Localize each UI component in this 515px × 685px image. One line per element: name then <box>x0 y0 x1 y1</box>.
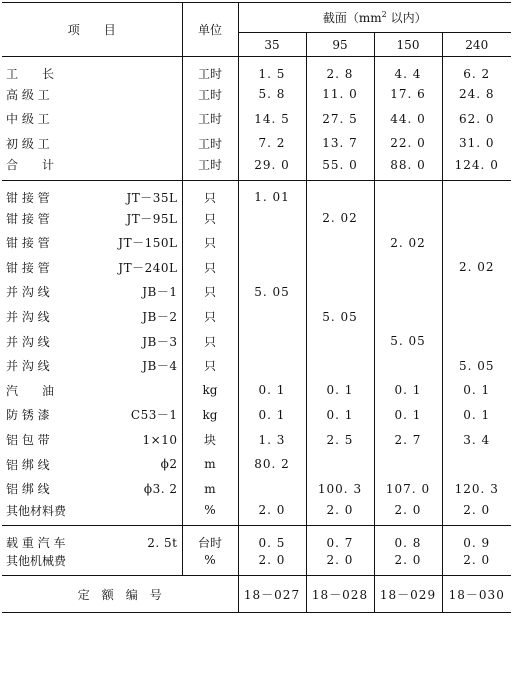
value-cell <box>442 206 511 231</box>
value-cell: 2. 0 <box>238 501 306 526</box>
item-name: 钳 接 管 <box>6 260 50 275</box>
value-cell <box>374 206 442 231</box>
item-name: 防 锈 漆 <box>6 408 50 423</box>
value-cell <box>306 255 374 280</box>
value-cell: 2. 0 <box>238 551 306 576</box>
size-150: 150 <box>374 33 442 57</box>
value-cell: 0. 1 <box>374 378 442 403</box>
value-cell: 2. 0 <box>374 501 442 526</box>
value-cell: 55. 0 <box>306 156 374 181</box>
value-cell: 6. 2 <box>463 66 491 81</box>
footer-code: 18－028 <box>306 576 374 613</box>
item-spec: 2. 5t <box>147 535 178 550</box>
value-cell: 14. 5 <box>238 107 306 132</box>
item-name: 钳 接 管 <box>6 236 50 251</box>
value-cell: 62. 0 <box>458 111 495 126</box>
value-cell: 7. 2 <box>238 131 306 156</box>
value-cell: 0. 1 <box>238 403 306 428</box>
value-cell: 2. 02 <box>374 230 442 255</box>
header-unit <box>182 3 238 57</box>
table-row <box>2 427 511 452</box>
unit-cell: kg <box>182 378 238 403</box>
table-row <box>2 206 511 231</box>
value-cell: 29. 0 <box>238 156 306 181</box>
value-cell: 2. 5 <box>306 427 374 452</box>
table-row <box>2 329 511 354</box>
value-cell <box>238 230 306 255</box>
value-cell: 1. 3 <box>238 427 306 452</box>
item-cell <box>2 255 182 280</box>
value-cell: 2. 02 <box>306 206 374 231</box>
unit-cell: 工时 <box>182 131 238 156</box>
value-cell: 80. 2 <box>238 452 306 477</box>
value-cell: 2. 0 <box>374 551 442 576</box>
value-cell: 13. 7 <box>306 131 374 156</box>
value-cell <box>306 180 374 206</box>
footer-code: 18－027 <box>238 576 306 613</box>
value-cell: 2. 0 <box>306 501 374 526</box>
value-cell <box>238 476 306 501</box>
table-row <box>2 452 511 477</box>
table-row <box>2 280 511 305</box>
unit-cell: 只 <box>182 230 238 255</box>
item-name: 并 沟 线 <box>6 285 50 300</box>
item-cell <box>2 353 182 378</box>
unit-cell: 块 <box>182 427 238 452</box>
item-cell <box>2 378 182 403</box>
item-cell <box>2 206 182 231</box>
table-row <box>2 526 511 552</box>
table-body <box>2 57 511 576</box>
table-row <box>2 378 511 403</box>
unit-cell: 台时 <box>182 526 238 552</box>
table-row <box>2 131 511 156</box>
unit-cell: 工时 <box>182 107 238 132</box>
value-cell: 44. 0 <box>374 107 442 132</box>
value-cell <box>442 180 511 206</box>
value-cell <box>374 353 442 378</box>
item-name: 并 沟 线 <box>6 359 50 374</box>
item-name: 高 级 工 <box>6 87 50 102</box>
value-cell <box>306 329 374 354</box>
header-unit-label: 单位 <box>197 23 222 37</box>
value-cell: 1. 01 <box>238 180 306 206</box>
value-cell: 5. 8 <box>238 82 306 107</box>
item-name: 铝 绑 线 <box>6 457 50 472</box>
item-spec: ϕ2 <box>160 457 178 472</box>
item-spec: C53－1 <box>130 408 178 423</box>
item-spec: JB－2 <box>142 310 178 325</box>
value-cell: 0. 5 <box>238 526 306 552</box>
unit-cell: 只 <box>182 353 238 378</box>
value-cell: 124. 0 <box>454 157 499 172</box>
header-item-label: 项 目 <box>67 23 116 37</box>
value-cell <box>306 452 374 477</box>
item-cell <box>2 427 182 452</box>
item-cell <box>2 329 182 354</box>
item-spec: JT－35L <box>126 190 178 205</box>
item-cell <box>2 107 182 132</box>
value-cell <box>306 280 374 305</box>
item-name: 载 重 汽 车 <box>6 536 66 551</box>
item-name: 并 沟 线 <box>6 310 50 325</box>
item-cell <box>2 304 182 329</box>
value-cell: 2. 0 <box>463 503 491 518</box>
unit-cell: % <box>182 551 238 576</box>
item-name: 汽 油 <box>6 383 55 398</box>
unit-cell: 只 <box>182 180 238 206</box>
value-cell: 1. 5 <box>238 57 306 83</box>
item-cell <box>2 452 182 477</box>
item-cell <box>2 82 182 107</box>
value-cell: 0. 1 <box>238 378 306 403</box>
unit-cell: 工时 <box>182 82 238 107</box>
footer-code: 18－029 <box>374 576 442 613</box>
value-cell: 0. 8 <box>374 526 442 552</box>
value-cell <box>442 304 511 329</box>
table-row <box>2 551 511 576</box>
value-cell <box>374 280 442 305</box>
value-cell <box>306 230 374 255</box>
unit-cell: % <box>182 501 238 526</box>
value-cell: 0. 1 <box>374 403 442 428</box>
value-cell <box>374 452 442 477</box>
value-cell: 0. 1 <box>463 383 491 398</box>
unit-cell: 只 <box>182 329 238 354</box>
value-cell: 0. 1 <box>463 407 491 422</box>
unit-cell: 只 <box>182 255 238 280</box>
value-cell: 0. 1 <box>306 378 374 403</box>
item-spec: JB－1 <box>142 285 178 300</box>
value-cell <box>442 280 511 305</box>
table-row <box>2 156 511 181</box>
item-spec: JT－95L <box>126 211 178 226</box>
footer-row <box>2 576 511 613</box>
table-row <box>2 57 511 83</box>
value-cell <box>442 230 511 255</box>
item-cell <box>2 501 182 526</box>
value-cell: 107. 0 <box>374 476 442 501</box>
item-cell <box>2 280 182 305</box>
header-section-prefix: 截面（mm <box>322 11 382 25</box>
header-section-suffix: 以内） <box>386 11 427 25</box>
item-name: 铝 绑 线 <box>6 482 50 497</box>
value-cell: 0. 7 <box>306 526 374 552</box>
value-cell: 5. 05 <box>306 304 374 329</box>
unit-cell: 只 <box>182 280 238 305</box>
value-cell: 0. 9 <box>442 526 511 552</box>
unit-cell: 工时 <box>182 57 238 83</box>
item-spec: JT－240L <box>118 260 178 275</box>
unit-cell: m <box>182 476 238 501</box>
item-cell <box>2 156 182 181</box>
value-cell <box>374 304 442 329</box>
size-240: 240 <box>442 33 511 57</box>
item-name: 工 长 <box>6 67 55 81</box>
item-name: 并 沟 线 <box>6 334 50 349</box>
item-spec: JB－4 <box>142 359 178 374</box>
table-row <box>2 501 511 526</box>
item-spec: 1×10 <box>142 432 178 447</box>
table-row <box>2 353 511 378</box>
value-cell: 5. 05 <box>238 280 306 305</box>
item-name: 其他机械费 <box>6 553 67 568</box>
table-row <box>2 180 511 206</box>
value-cell: 24. 8 <box>458 87 495 102</box>
item-cell <box>2 57 182 83</box>
quota-table <box>2 2 511 613</box>
value-cell: 88. 0 <box>374 156 442 181</box>
item-name: 中 级 工 <box>6 112 50 127</box>
unit-cell: 只 <box>182 206 238 231</box>
table-row <box>2 476 511 501</box>
item-spec: ϕ3. 2 <box>143 481 178 496</box>
value-cell: 5. 05 <box>458 358 495 373</box>
header-section-sup: 2 <box>381 10 387 19</box>
value-cell: 22. 0 <box>374 131 442 156</box>
item-name: 合 计 <box>6 158 55 173</box>
value-cell <box>238 353 306 378</box>
value-cell: 27. 5 <box>306 107 374 132</box>
item-name: 初 级 工 <box>6 136 50 151</box>
item-cell <box>2 230 182 255</box>
value-cell: 5. 05 <box>374 329 442 354</box>
value-cell: 2. 7 <box>374 427 442 452</box>
value-cell <box>238 304 306 329</box>
size-95: 95 <box>306 33 374 57</box>
item-cell <box>2 131 182 156</box>
item-name: 钳 接 管 <box>6 211 50 226</box>
value-cell: 31. 0 <box>458 136 495 151</box>
value-cell: 120. 3 <box>454 481 499 496</box>
value-cell: 2. 0 <box>463 553 491 568</box>
value-cell <box>374 180 442 206</box>
item-cell <box>2 526 182 552</box>
value-cell: 2. 0 <box>306 551 374 576</box>
table-row <box>2 82 511 107</box>
size-35: 35 <box>238 33 306 57</box>
footer-code: 18－030 <box>448 587 505 602</box>
item-spec: JT－150L <box>118 236 178 251</box>
value-cell <box>442 329 511 354</box>
unit-cell: 工时 <box>182 156 238 181</box>
item-cell <box>2 551 182 576</box>
table-row <box>2 230 511 255</box>
item-cell <box>2 403 182 428</box>
header-item <box>2 3 182 57</box>
value-cell: 0. 1 <box>306 403 374 428</box>
item-cell <box>2 476 182 501</box>
value-cell: 17. 6 <box>374 82 442 107</box>
value-cell: 4. 4 <box>374 57 442 83</box>
item-cell <box>2 180 182 206</box>
value-cell <box>442 452 511 477</box>
table-row <box>2 403 511 428</box>
item-name: 其他材料费 <box>6 503 67 518</box>
value-cell <box>238 329 306 354</box>
value-cell <box>374 255 442 280</box>
item-name: 钳 接 管 <box>6 190 50 205</box>
value-cell <box>238 255 306 280</box>
header-section <box>238 3 511 33</box>
value-cell: 100. 3 <box>306 476 374 501</box>
item-spec: JB－3 <box>142 334 178 349</box>
value-cell: 2. 8 <box>306 57 374 83</box>
table-row <box>2 255 511 280</box>
item-name: 铝 包 带 <box>6 433 50 448</box>
table-row <box>2 304 511 329</box>
unit-cell: m <box>182 452 238 477</box>
value-cell <box>238 206 306 231</box>
value-cell: 3. 4 <box>463 432 491 447</box>
footer-label: 定 额 编 号 <box>2 576 238 613</box>
table-row <box>2 107 511 132</box>
value-cell: 2. 02 <box>458 260 495 275</box>
unit-cell: 只 <box>182 304 238 329</box>
unit-cell: kg <box>182 403 238 428</box>
value-cell <box>306 353 374 378</box>
value-cell: 11. 0 <box>306 82 374 107</box>
